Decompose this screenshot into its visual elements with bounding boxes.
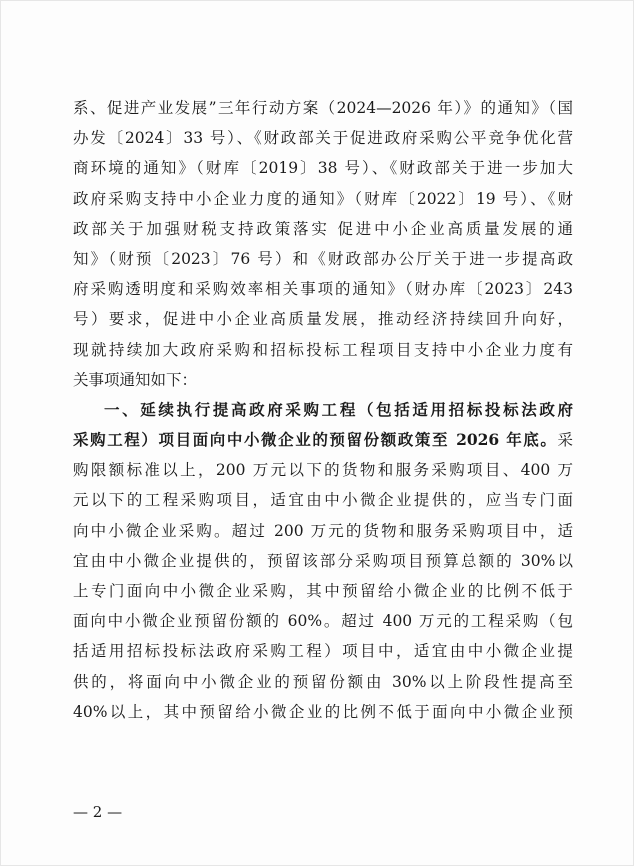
text-line: 办发〔2024〕33 号）、《财政部关于促进政府采购公平竞争优化营	[73, 129, 573, 148]
section-heading-text: 采购工程）项目面向中小微企业的预留份额政策至 2026 年底。	[73, 430, 558, 450]
text-line: 面向中小微企业预留份额的 60%。超过 400 万元的工程采购（包	[73, 612, 573, 631]
text-line: 购限额标准以上，200 万元以下的货物和服务采购项目、400 万	[73, 461, 573, 480]
section-heading-line-with-text	[73, 425, 573, 455]
section-body-text: 采	[557, 431, 573, 450]
text-line: 系、促进产业发展”三年行动方案（2024—2026 年）》的通知》（国	[73, 99, 573, 117]
text-line: 40%以上，其中预留给小微企业的比例不低于面向中小微企业预	[73, 702, 573, 721]
text-line: 供的，将面向中小微企业的预留份额由 30%以上阶段性提高至	[73, 672, 573, 691]
section-heading-line: 一、延续执行提高政府采购工程（包括适用招标投标法政府	[104, 399, 573, 419]
text-line: 括适用招标投标法政府采购工程）项目中，适宜由中小微企业提	[73, 642, 573, 661]
text-line: 政府采购支持中小企业力度的通知》（财库〔2022〕19 号）、《财	[73, 189, 573, 208]
text-line: 向中小微企业采购。超过 200 万元的货物和服务采购项目中，适	[73, 521, 573, 540]
text-line: 宜由中小微企业提供的，预留该部分采购项目预算总额的 30%以	[73, 551, 573, 570]
text-line: 现就持续加大政府采购和招标投标工程项目支持中小企业力度有	[73, 340, 573, 359]
text-line: 号）要求，促进中小企业高质量发展，推动经济持续回升向好，	[73, 310, 573, 329]
document-body	[73, 93, 573, 727]
text-line: 元以下的工程采购项目，适宜由中小微企业提供的，应当专门面	[73, 491, 573, 510]
page-number: — 2 —	[73, 803, 123, 821]
text-line: 关事项通知如下：	[73, 370, 198, 389]
text-line: 上专门面向中小微企业采购，其中预留给小微企业的比例不低于	[73, 582, 573, 600]
text-line: 商环境的通知》（财库〔2019〕38 号）、《财政部关于进一步加大	[73, 159, 573, 178]
text-line: 政部关于加强财税支持政策落实 促进中小企业高质量发展的通	[73, 219, 573, 238]
text-line: 府采购透明度和采购效率相关事项的通知》（财办库〔2023〕243	[73, 280, 573, 299]
text-line: 知》（财预〔2023〕76 号）和《财政部办公厅关于进一步提高政	[73, 249, 573, 268]
